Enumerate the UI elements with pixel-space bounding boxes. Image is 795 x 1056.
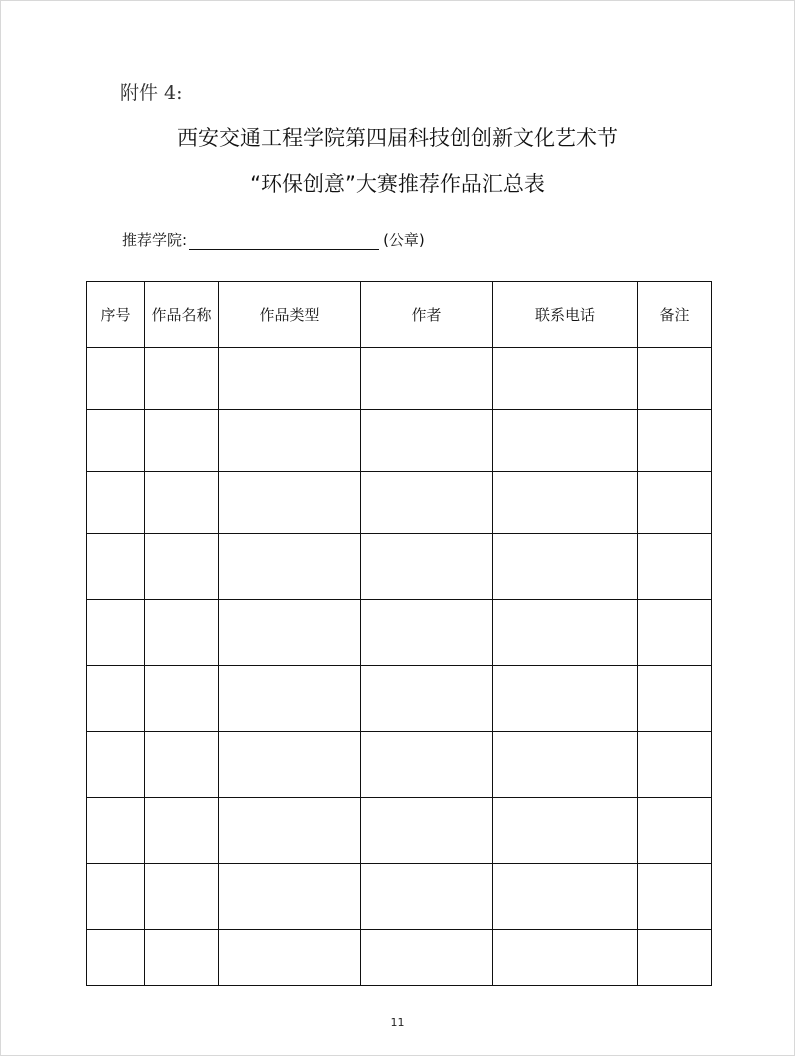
table-cell xyxy=(219,600,361,666)
table-row xyxy=(87,348,712,410)
table-row xyxy=(87,864,712,930)
recommending-college-label: 推荐学院: xyxy=(122,231,188,249)
table-row xyxy=(87,600,712,666)
table-cell xyxy=(145,930,219,986)
table-cell xyxy=(87,348,145,410)
table-cell xyxy=(493,864,638,930)
table-cell xyxy=(361,666,493,732)
table-cell xyxy=(493,798,638,864)
table-row xyxy=(87,798,712,864)
document-subtitle: “环保创意”大赛推荐作品汇总表 xyxy=(250,172,545,196)
recommending-college-blank xyxy=(189,235,379,250)
header-contact-phone: 联系电话 xyxy=(493,282,638,348)
table-body xyxy=(87,348,712,986)
table-cell xyxy=(87,534,145,600)
summary-table xyxy=(86,281,712,986)
header-serial-number: 序号 xyxy=(87,282,145,348)
recommending-college-row xyxy=(122,229,425,250)
table-cell xyxy=(638,472,712,534)
table-cell xyxy=(361,410,493,472)
table-cell xyxy=(361,534,493,600)
table-cell xyxy=(219,930,361,986)
table-cell xyxy=(87,930,145,986)
table-cell xyxy=(219,666,361,732)
table-cell xyxy=(638,410,712,472)
header-remarks: 备注 xyxy=(638,282,712,348)
table-cell xyxy=(145,600,219,666)
table-cell xyxy=(87,666,145,732)
table-cell xyxy=(493,600,638,666)
table-cell xyxy=(638,798,712,864)
table-cell xyxy=(493,666,638,732)
table-cell xyxy=(219,410,361,472)
table-cell xyxy=(493,732,638,798)
table-cell xyxy=(638,930,712,986)
table-cell xyxy=(493,410,638,472)
table-cell xyxy=(145,410,219,472)
table-cell xyxy=(638,534,712,600)
table-cell xyxy=(638,348,712,410)
table-cell xyxy=(493,930,638,986)
table-row xyxy=(87,732,712,798)
table-cell xyxy=(87,732,145,798)
table-row xyxy=(87,666,712,732)
table-cell xyxy=(219,732,361,798)
table-cell xyxy=(145,864,219,930)
table-cell xyxy=(87,798,145,864)
table-cell xyxy=(361,930,493,986)
table-cell xyxy=(87,472,145,534)
document-title: 西安交通工程学院第四届科技创创新文化艺术节 xyxy=(177,126,618,150)
table-cell xyxy=(638,732,712,798)
table-cell xyxy=(361,348,493,410)
table-cell xyxy=(219,798,361,864)
table-cell xyxy=(361,472,493,534)
table-cell xyxy=(219,472,361,534)
attachment-label: 附件 4: xyxy=(120,82,183,104)
table-cell xyxy=(361,600,493,666)
table-row xyxy=(87,534,712,600)
table-cell xyxy=(493,348,638,410)
table-cell xyxy=(361,732,493,798)
table-cell xyxy=(145,798,219,864)
header-work-name: 作品名称 xyxy=(145,282,219,348)
table-cell xyxy=(145,732,219,798)
table-cell xyxy=(219,864,361,930)
table-cell xyxy=(638,666,712,732)
table-cell xyxy=(87,864,145,930)
seal-note: (公章) xyxy=(383,231,425,249)
table-cell xyxy=(145,666,219,732)
table-cell xyxy=(219,348,361,410)
table-header-row xyxy=(87,282,712,348)
table-cell xyxy=(638,600,712,666)
table-cell xyxy=(361,798,493,864)
table-cell xyxy=(361,864,493,930)
table-row xyxy=(87,930,712,986)
table-row xyxy=(87,410,712,472)
table-cell xyxy=(219,534,361,600)
table-cell xyxy=(638,864,712,930)
header-work-type: 作品类型 xyxy=(219,282,361,348)
table-cell xyxy=(493,472,638,534)
table-cell xyxy=(145,534,219,600)
table-cell xyxy=(87,600,145,666)
table-cell xyxy=(493,534,638,600)
table-row xyxy=(87,472,712,534)
header-author: 作者 xyxy=(361,282,493,348)
table-cell xyxy=(145,348,219,410)
page-number: 11 xyxy=(390,1016,405,1029)
table-cell xyxy=(87,410,145,472)
table-cell xyxy=(145,472,219,534)
